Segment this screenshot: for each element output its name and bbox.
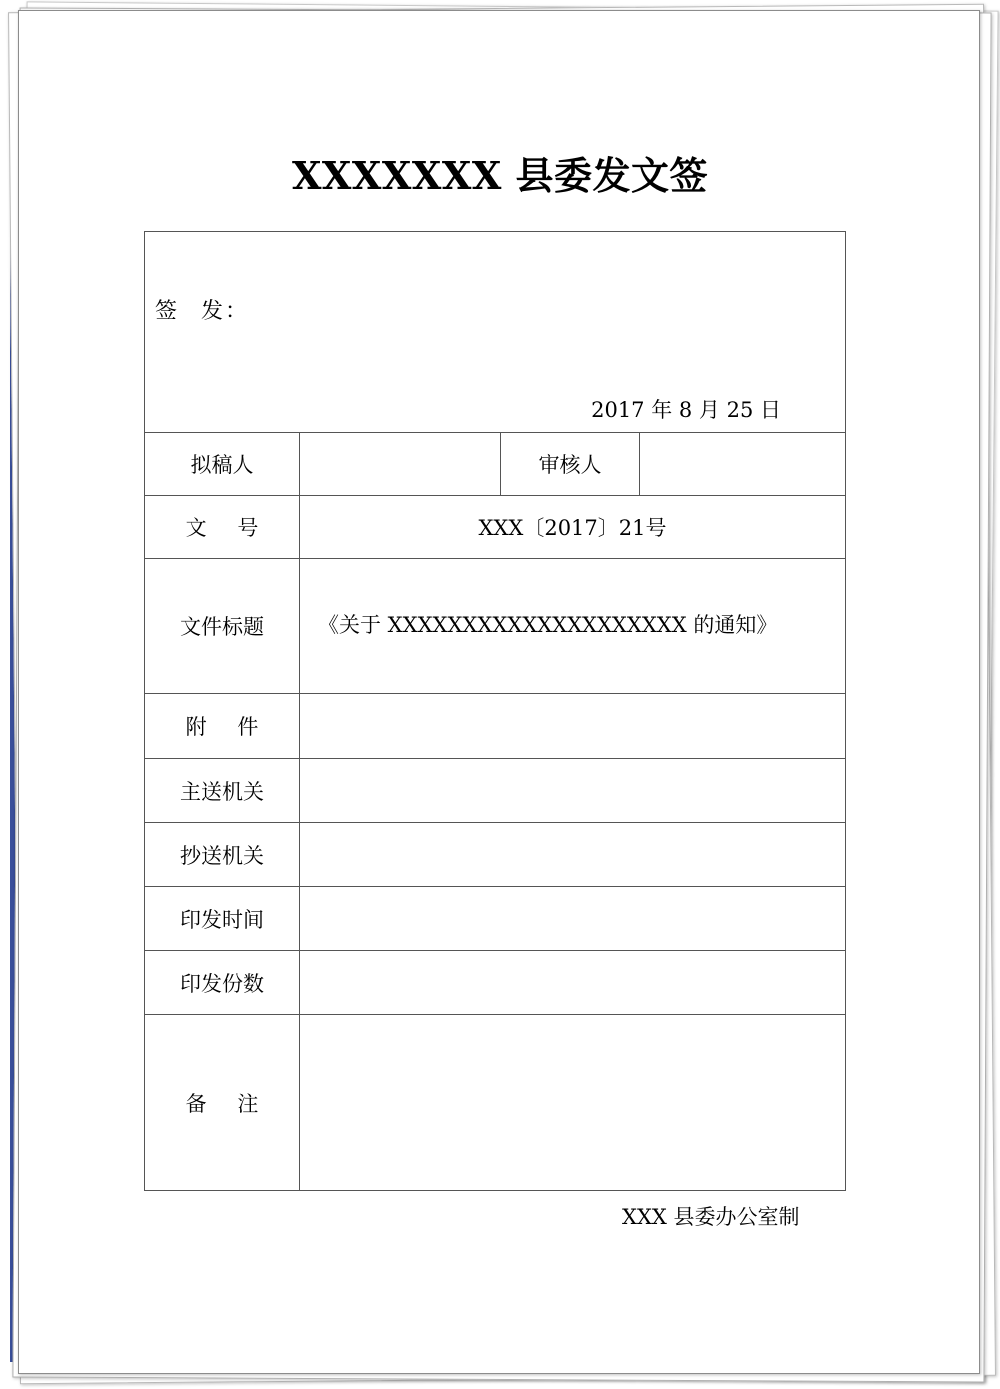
remarks-label: 备 注 — [145, 1015, 300, 1191]
doc-title-row — [145, 559, 846, 694]
sign-cell[interactable] — [145, 232, 846, 433]
copies-row — [145, 951, 846, 1015]
sign-label: 签 发： — [155, 299, 250, 324]
dispatch-form-table — [144, 231, 846, 1191]
cc-recipient-field[interactable] — [300, 823, 846, 887]
main-recipient-row — [145, 759, 846, 823]
attachment-row — [145, 694, 846, 759]
doc-number-field[interactable]: XXX〔2017〕21号 — [300, 496, 846, 559]
attachment-field[interactable] — [300, 694, 846, 759]
reviewer-field[interactable] — [640, 433, 846, 496]
drafter-reviewer-row — [145, 433, 846, 496]
copies-label: 印发份数 — [145, 951, 300, 1015]
drafter-field[interactable] — [300, 433, 501, 496]
issue-time-label: 印发时间 — [145, 887, 300, 951]
drafter-label: 拟稿人 — [145, 433, 300, 496]
reviewer-label: 审核人 — [501, 433, 640, 496]
sign-date: 2017 年 8 月 25 日 — [591, 398, 781, 422]
doc-title-label: 文件标题 — [145, 559, 300, 694]
attachment-label: 附 件 — [145, 694, 300, 759]
issue-time-field[interactable] — [300, 887, 846, 951]
copies-field[interactable] — [300, 951, 846, 1015]
cc-recipient-label: 抄送机关 — [145, 823, 300, 887]
doc-number-row — [145, 496, 846, 559]
sign-row — [145, 232, 846, 433]
issuer-footer: XXX 县委办公室制 — [622, 1205, 800, 1229]
remarks-field[interactable] — [300, 1015, 846, 1191]
doc-number-label: 文 号 — [145, 496, 300, 559]
document-title: XXXXXXX 县委发文签 — [291, 153, 709, 198]
remarks-row — [145, 1015, 846, 1191]
doc-title-field[interactable]: 《关于 XXXXXXXXXXXXXXXXXXXX 的通知》 — [300, 559, 846, 694]
main-recipient-field[interactable] — [300, 759, 846, 823]
main-recipient-label: 主送机关 — [145, 759, 300, 823]
cc-recipient-row — [145, 823, 846, 887]
issue-time-row — [145, 887, 846, 951]
